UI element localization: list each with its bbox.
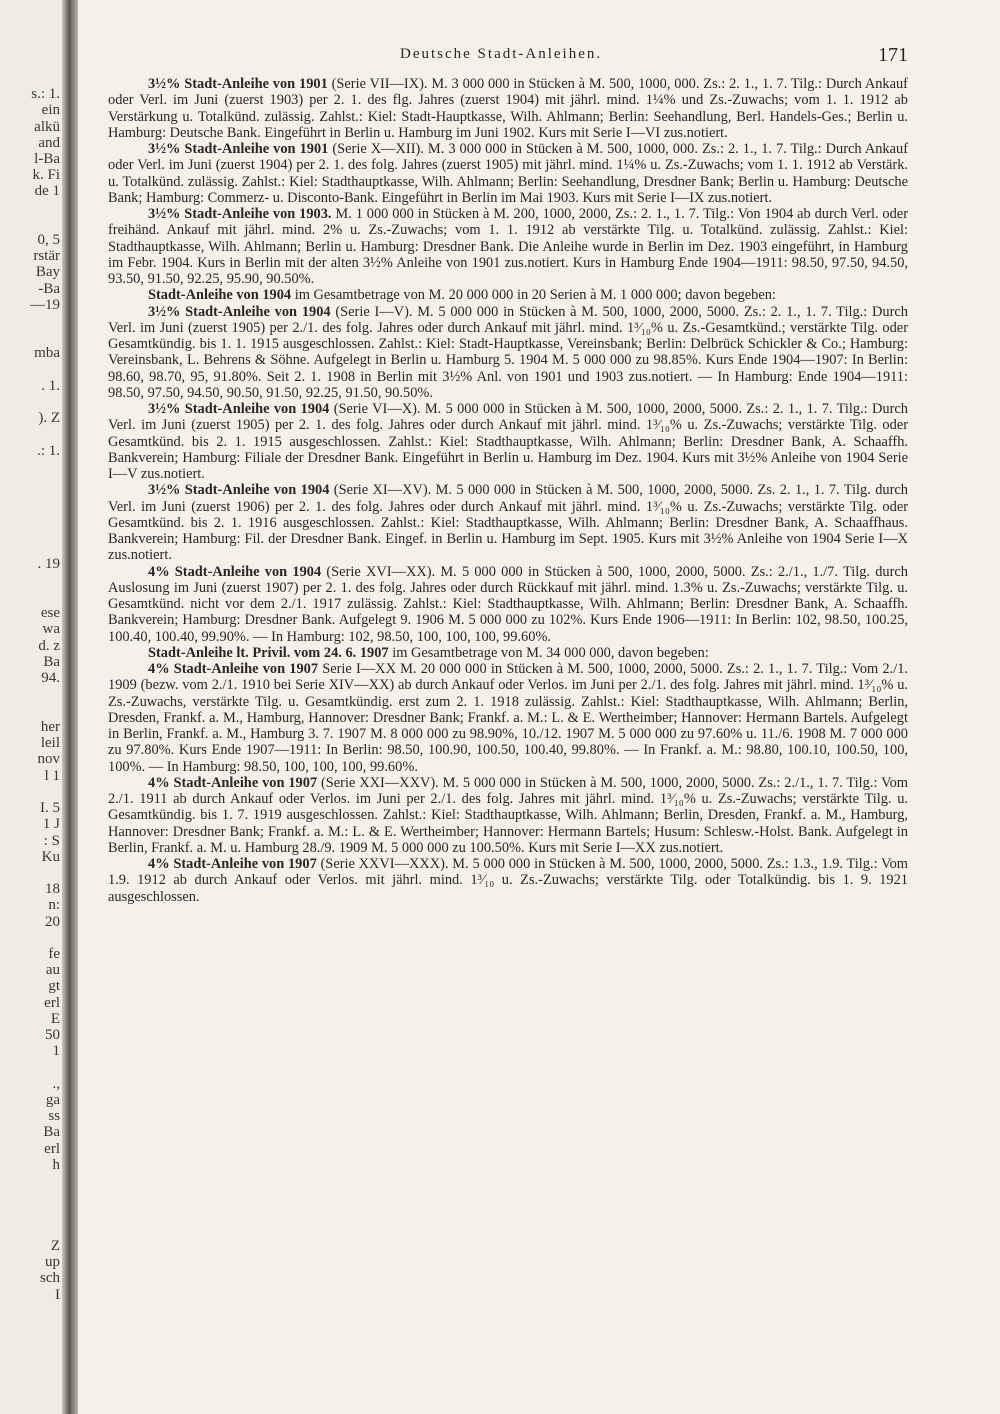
bond-entry-text: im Gesamtbetrage von M. 20 000 000 in 20 Serien à M. 1 000 000; davon begeben: <box>291 287 776 304</box>
margin-fragment: her <box>40 719 60 735</box>
margin-fragment: rstär <box>33 248 60 264</box>
margin-fragment: 18 <box>45 881 60 897</box>
bond-entry <box>108 304 908 402</box>
bond-entry <box>108 564 908 645</box>
margin-fragment: 0, 5 <box>37 232 60 248</box>
margin-fragment: erl <box>44 1141 60 1157</box>
margin-fragment: up <box>45 1254 60 1270</box>
bond-entry-heading: Stadt-Anleihe von 1904 <box>148 287 292 304</box>
margin-fragment: 1 <box>52 1043 60 1059</box>
margin-fragment: k. Fi <box>32 167 60 183</box>
margin-fragment: : S <box>43 833 60 849</box>
margin-fragment: ein <box>41 102 60 118</box>
bond-entry-heading: 3½% Stadt-Anleihe von 1901 <box>148 76 328 92</box>
margin-fragment: 50 <box>45 1027 60 1043</box>
margin-fragment: —19 <box>30 297 60 313</box>
margin-fragment: de 1 <box>34 183 60 199</box>
margin-fragment: ese <box>40 605 60 621</box>
margin-fragment: -Ba <box>38 281 60 297</box>
margin-fragment: mba <box>34 345 60 361</box>
margin-fragment: n: <box>48 897 60 913</box>
margin-fragment: . 1. <box>41 378 60 394</box>
bond-entry-text: (Serie VI—X). M. 5 000 000 in Stücken à M. 500, 1000, 2000, 5000. Zs.: 2. 1., 1. 7. Tilg.: Durch Verl. im Juni (zuerst 1905) per 2. 1. des folg. Jahres oder durch Ankauf mit jährl. mind. 1³⁄₁₀% u. Zs.-Zuwachs; verstärkte Tilg. oder Gesamtkünd. bis 2. 1. 1915 ausgeschlossen. Zahlst.: Kiel: Stadthauptkasse, Wilh. Ahlmann; Berlin: Dresdner Bank, A. Schaaffh. Bankverein; Hamburg: Filiale der Dresdner Bank. Eingeführt in Berlin u. Hamburg im Dez. 1904. Kurs mit 3½% Anleihe von 1904 Serie I—V zus.notiert. <box>108 401 908 482</box>
adjacent-page-margin <box>0 0 78 1414</box>
page-number: 171 <box>878 44 908 66</box>
bond-entry <box>108 856 908 905</box>
running-title: Deutsche Stadt-Anleihen. <box>400 46 603 62</box>
book-gutter <box>62 0 78 1414</box>
bond-entry-heading: 4% Stadt-Anleihe von 1907 <box>148 661 319 677</box>
bond-entry <box>108 401 908 482</box>
margin-fragment: erl <box>44 995 60 1011</box>
margin-fragment: . 19 <box>37 556 60 572</box>
bond-entry-text: M. 1 000 000 in Stücken à M. 200, 1000, 2000, Zs.: 2. 1., 1. 7. Tilg.: Von 1904 ab durch Verl. oder freihänd. Ankauf mit jährl. mind. 2% u. Zs.-Zuwachs; vom 1. 1. 1912 ab verstärkte Tilg. u. Totalkünd. zulässig. Zahlst.: Kiel: Stadthauptkasse, Wilh. Ahlmann; Berlin u. Hamburg: Dresdner Bank. Die Anleihe wurde in Berlin im Dez. 1903 eingeführt, in Hamburg im Febr. 1904. Kurs in Berlin mit der alten 3½% Anleihe von 1901 zus.notiert. Kurs in Hamburg Ende 1904—1911: 98.50, 97.50, 94.50, 93.50, 91.50, 92.25, 95.90, 90.50%. <box>108 206 909 287</box>
bond-entry-text: (Serie I—V). M. 5 000 000 in Stücken à M. 500, 1000, 2000, 5000. Zs.: 2. 1., 1. 7. Tilg.: Durch Verl. im Juni (zuerst 1905) per 2./1. des folg. Jahres oder durch Ankauf mit jährl. mind. 1³⁄₁₀% u. Zs.-Gesamtkünd.; verstärkte Tilg. oder Gesamtkündig. bis 1. 1. 1915 ausgeschlossen. Zahlst.: Kiel: Stadt-Hauptkasse, Vereinsbank; Berlin: Delbrück Schickler & Co.; Hamburg: Vereinsbank, L. Behrens & Söhne. Aufgelegt in Berlin u. Hamburg 5. 1904 M. 5 000 000 zu 98.85%. Kurs Ende 1904—1907: In Berlin: 98.60, 98.70, 95, 91.80%. Seit 2. 1. 1908 in Berlin mit 3½% Anl. von 1901 und 1903 zus.notiert. — In Hamburg: Ende 1904—1911: 98.50, 97.50, 94.50, 90.50, 91.50, 92.25, 91.50, 90.50%. <box>108 303 908 401</box>
margin-fragment: ga <box>45 1092 60 1108</box>
bond-entry <box>108 645 908 661</box>
margin-fragment: Ba <box>43 1124 60 1140</box>
bond-entry <box>108 661 908 775</box>
margin-fragment: nov <box>37 751 60 767</box>
bond-entry-heading: 3½% Stadt-Anleihe von 1904 <box>148 303 331 320</box>
bond-entry-heading: 3½% Stadt-Anleihe von 1903. <box>148 206 332 222</box>
margin-fragment: ). Z <box>38 410 60 426</box>
bond-entry <box>108 775 908 856</box>
page-body <box>108 76 908 905</box>
margin-fragment: Ku <box>41 849 60 865</box>
margin-fragment: and <box>38 135 60 151</box>
bond-entry <box>108 482 908 563</box>
bond-entry-heading: 3½% Stadt-Anleihe von 1904 <box>148 482 330 499</box>
bond-entry-text: (Serie XVI—XX). M. 5 000 000 in Stücken à 500, 1000, 2000, 5000. Zs.: 2./1., 1./7. Tilg. durch Auslosung im Juni (zuerst 1907) per 2. 1. des folg. Jahres oder durch Rückkauf mit jährl. mind. 1.3% u. Zs.-Zuwachs; verstärkte Tilg. u. Gesamtkünd. nicht vor dem 2./1. 1917 zulässig. Zahlst.: Kiel: Stadthauptkasse, Wilh. Ahlmann; Berlin: Dresdner Bank, A. Schaaffh. Bankverein; Hamburg: Dresdner Bank. Aufgelegt 9. 1906 M. 5 000 000 zu 102%. Kurs Ende 1906—1911: In Berlin: 102, 98.50, 100.25, 100.40, 100.40, 99.90%. — In Hamburg: 102, 98.50, 100, 100, 100, 99.60%. <box>108 563 908 645</box>
bond-entry <box>108 287 908 303</box>
margin-fragment: alkü <box>34 119 60 135</box>
bond-entry-text: Serie I—XX M. 20 000 000 in Stücken à M. 500, 1000, 2000, 5000. Zs.: 2. 1., 1. 7. Tilg.: Vom 2./1. 1909 (bezw. vom 2./1. 1910 bei Serie XIV—XX) ab durch Ankauf oder Verlos. im Juni per 2./1. des folg. Jahres mit jährl. mind. 1³⁄₁₀% u. Zs.-Zuwachs, verstärkte Tilg. u. Gesamtkündig. erst zum 2. 1. 1918 zulässig. Zahlst.: Kiel: Stadthauptkasse, Wilh. Ahlmann; Berlin, Dresden, Frankf. a. M., Hamburg, Hannover: Dresdner Bank; Frankf. a. M.: L. & E. Wertheimber; Hannover: Hermann Bartels. Aufgelegt in Berlin, Frankf. a. M., Hamburg 3. 7. 1907 M. 8 000 000 zu 98.90%, 10./12. 1907 M. 5 000 000 zu 97.60% u. 11./6. 1908 M. 7 000 000 zu 97.80%. Kurs Ende 1907—1911: In Berlin: 98.50, 100.90, 100.50, 100.40, 99.80%. — In Frankf. a. M.: 98.80, 100.10, 100.50, 100, 100%. — In Hamburg: 98.50, 100, 100, 100, 99.60%. <box>108 661 908 775</box>
margin-fragment: 20 <box>45 914 60 930</box>
margin-fragment: Ba <box>43 654 60 670</box>
bond-entry-heading: 3½% Stadt-Anleihe von 1904 <box>148 401 330 417</box>
bond-entry-text: (Serie XI—XV). M. 5 000 000 in Stücken à M. 500, 1000, 2000, 5000. Zs. 2. 1., 1. 7. Tilg. durch Verl. im Juni (zuerst 1906) per 2. 1. des folg. Jahres oder durch Ankauf mit jährl. mind. 1³⁄₁₀% u. Zs.-Zuwachs; verstärkte Tilg. oder Gesamtkünd. bis 2. 1. 1916 ausgeschlossen. Zahlst.: Kiel: Stadthauptkasse, Wilh. Ahlmann; Berlin: Dresdner Bank, A. Schaaffhaus. Bankverein; Hamburg: Fil. der Dresdner Bank. Eingef. in Berlin u. Hamburg im Sept. 1905. Kurs mit 3½% Anleihe von 1904 Serie I—X zus.notiert. <box>108 482 908 564</box>
margin-fragment: sch <box>40 1270 60 1286</box>
margin-fragment: 1 J <box>42 816 60 832</box>
margin-fragment: fe <box>48 946 60 962</box>
bond-entry <box>108 141 908 206</box>
margin-fragment: d. z <box>38 638 60 654</box>
margin-fragment: l-Ba <box>34 151 60 167</box>
margin-fragment: Bay <box>35 264 60 280</box>
bond-entry-text: (Serie X—XII). M. 3 000 000 in Stücken à M. 500, 1000, 000. Zs.: 2. 1., 1. 7. Tilg.: Durch Ankauf oder Verl. im Juni (zuerst 1904) per 2. 1. des folg. Jahres (zuerst 1905) mit jährl. mind. 1¼% u. Zs.-Zuwachs; vom 1. 1. 1912 ab Verstärk. u. Totalkünd. zulässig. Zahlst.: Kiel: Stadthauptkasse, Wilh. Ahlmann; Berlin: Seehandlung, Dresdner Bank; Berlin u. Hamburg: Deutsche Bank; Hamburg: Commerz- u. Disconto-Bank. Eingeführt in Berlin im Mai 1903. Kurs mit Serie I—IX zus.notiert. <box>108 141 908 206</box>
margin-fragment: I <box>55 1287 60 1303</box>
margin-fragment: s.: 1. <box>31 86 60 102</box>
margin-fragment: leil <box>40 735 60 751</box>
margin-fragment: wa <box>42 621 60 637</box>
margin-fragment: .: 1. <box>37 443 60 459</box>
margin-fragment: au <box>45 962 60 978</box>
margin-fragment: Z <box>50 1238 60 1254</box>
margin-fragment: ss <box>48 1108 60 1124</box>
margin-fragment: l 1 <box>44 768 60 784</box>
bond-entry-text: (Serie XXVI—XXX). M. 5 000 000 in Stücken à M. 500, 1000, 2000, 5000. Zs.: 1.3., 1.9. Tilg.: Vom 1.9. 1912 ab durch Ankauf oder Verlos. mit jährl. mind. 1³⁄₁₀ u. Zs.-Zuwachs; verstärkte Tilg. oder Totalkündig. bis 1. 9. 1921 ausgeschlossen. <box>108 856 908 905</box>
bond-entry <box>108 76 908 141</box>
bond-entry-text: im Gesamtbetrage von M. 34 000 000, davon begeben: <box>388 644 709 661</box>
bond-entry-heading: 3½% Stadt-Anleihe von 1901 <box>148 141 329 157</box>
bond-entry-text: (Serie VII—IX). M. 3 000 000 in Stücken à M. 500, 1000, 000. Zs.: 2. 1., 1. 7. Tilg.: Durch Ankauf oder Verl. im Juni (zuerst 1903) per 2. 1. des flg. Jahres (zuerst 1904) mit jährl. mind. 1¼% und Zs.-Zuwachs; vom 1. 1. 1912 ab Verstärkung u. Totalkünd. zulässig. Zahlst.: Kiel: Stadt-Hauptkasse, Wilh. Ahlmann; Berlin: Seehandlung, Berl. Handels-Ges.; Berlin u. Hamburg: Deutsche Bank. Eingeführt in Berlin u. Hamburg im Juni 1902. Kurs mit Serie I—VI zus.notiert. <box>108 76 908 141</box>
margin-fragment: gt <box>48 978 60 994</box>
bond-entry-text: (Serie XXI—XXV). M. 5 000 000 in Stücken à M. 500, 1000, 2000, 5000. Zs.: 2./1., 1. 7. Tilg.: Vom 2./1. 1911 ab durch Ankauf oder Verlos. im Juni per 2./1. des folg. Jahres mit jährl. mind. 1³⁄₁₀% u. Zs.-Zuwachs; verstärkte Tilg. u. Gesamtkündig. bis 1. 7. 1919 ausgeschlossen. Zahlst.: Kiel: Stadthauptkasse, Wilh. Ahlmann; Berlin, Dresden, Frankf. a. M., Hamburg, Hannover: Dresdner Bank; Frankf. a. M.: L. & E. Wertheimber; Hannover: Hermann Bartels; Husum: Schlesw.-Holst. Bank. Aufgelegt in Berlin, Frankf. a. M. u. Hamburg 28./9. 1909 M. 5 000 000 zu 100.50%. Kurs mit Serie I—XX zus.notiert. <box>108 774 909 856</box>
bond-entry-heading: 4% Stadt-Anleihe von 1904 <box>148 563 322 580</box>
bond-entry-heading: 4% Stadt-Anleihe von 1907 <box>148 774 318 791</box>
margin-fragment: ., <box>52 1076 60 1092</box>
bond-entry-heading: 4% Stadt-Anleihe von 1907 <box>148 856 317 872</box>
page-header <box>150 44 910 70</box>
bond-entry <box>108 206 908 287</box>
margin-fragment: E <box>50 1011 60 1027</box>
bond-entry-heading: Stadt-Anleihe lt. Privil. vom 24. 6. 1907 <box>148 644 389 661</box>
margin-fragment: h <box>52 1157 60 1173</box>
margin-fragment: I. 5 <box>40 800 60 816</box>
margin-fragment: 94. <box>41 670 60 686</box>
